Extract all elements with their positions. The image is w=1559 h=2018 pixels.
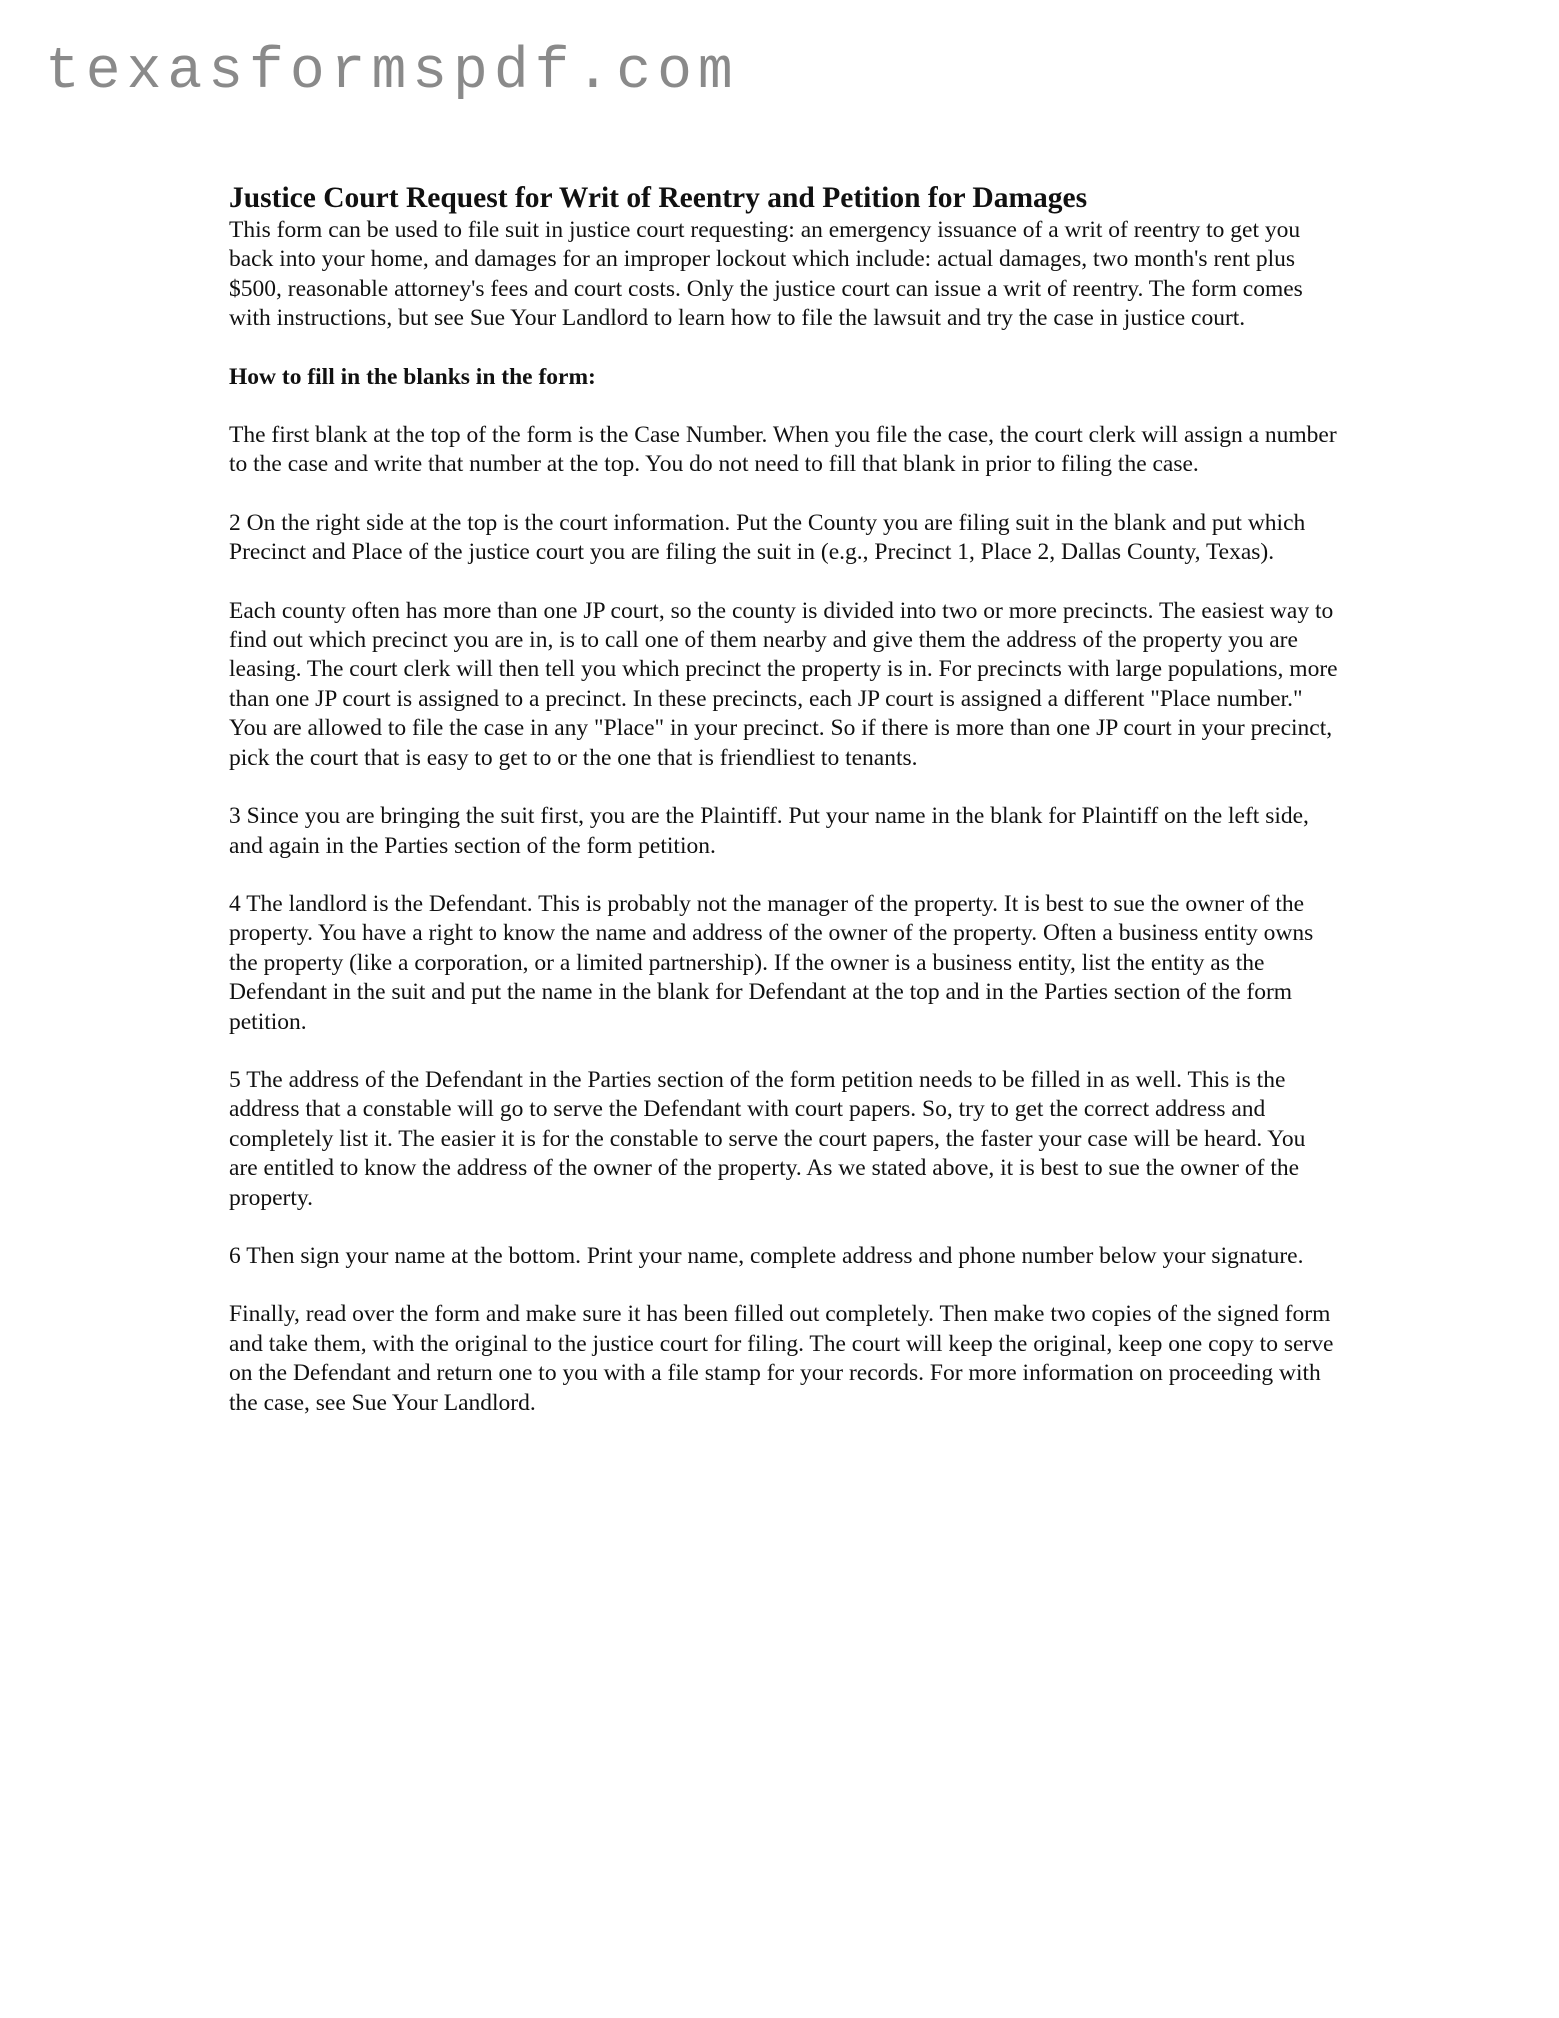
instruction-paragraph-defendant-address: 5 The address of the Defendant in the Parties section of the form petition needs to be filled in as well. This is the address that a constable will go to serve the Defendant with court papers. So, try to get the correct address and completely list it. The easier it is for the constable to serve the court papers, the faster your case will be heard. You are entitled to know the address of the owner of the property. As we stated above, it is best to sue the owner of the property. xyxy=(229,1066,1306,1211)
instruction-paragraph-plaintiff: 3 Since you are bringing the suit first, you are the Plaintiff. Put your name in the blank for Plaintiff on the left side, and again in the Parties section of the form petition. xyxy=(229,803,1309,859)
document-body xyxy=(229,180,1339,1447)
instruction-paragraph-defendant: 4 The landlord is the Defendant. This is probably not the manager of the property. It is best to sue the owner of the property. You have a right to know the name and address of the owner of the property. Often a business entity owns the property (like a corporation, or a limited partnership). If the owner is a business entity, list the entity as the Defendant in the suit and put the name in the blank for Defendant at the top and in the Parties section of the form petition. xyxy=(229,890,1314,1035)
instruction-paragraph-case-number: The first blank at the top of the form is the Case Number. When you file the case, the court clerk will assign a number to the case and write that number at the top. You do not need to fill that blank in prior to filing the case. xyxy=(229,422,1337,478)
instruction-paragraph-finally: Finally, read over the form and make sure it has been filled out completely. Then make two copies of the signed form and take them, with the original to the justice court for filing. The court will keep the original, keep one copy to serve on the Defendant and return one to you with a file stamp for your records. For more information on proceeding with the case, see Sue Your Landlord. xyxy=(229,1301,1334,1416)
instruction-paragraph-court-info: 2 On the right side at the top is the court information. Put the County you are filing suit in the blank and put which Precinct and Place of the justice court you are filing the suit in (e.g., Precinct 1, Place 2, Dallas County, Texas). xyxy=(229,509,1306,566)
instructions-heading: How to fill in the blanks in the form: xyxy=(229,363,596,390)
document-title: Justice Court Request for Writ of Reentry and Petition for Damages xyxy=(229,182,1088,214)
instruction-paragraph-precincts: Each county often has more than one JP court, so the county is divided into two or more precincts. The easiest way to find out which precinct you are in, is to call one of them nearby and give them the address of the property you are leasing. The court clerk will then tell you which precinct the property is in. For precincts with large populations, more than one JP court is assigned to a precinct. In these precincts, each JP court is assigned a different "Place number." You are allowed to file the case in any "Place" in your precinct. So if there is more than one JP court in your precinct, pick the court that is easy to get to or the one that is friendliest to tenants. xyxy=(229,597,1338,771)
intro-paragraph: This form can be used to file suit in justice court requesting: an emergency issuance of a writ of reentry to get you back into your home, and damages for an improper lockout which include: actual damages, two month's rent plus $500, reasonable attorney's fees and court costs. Only the justice court can issue a writ of reentry. The form comes with instructions, but see Sue Your Landlord to learn how to file the lawsuit and try the case in justice court. xyxy=(229,217,1303,332)
site-watermark: texasformspdf.com xyxy=(45,40,739,105)
instruction-paragraph-signature: 6 Then sign your name at the bottom. Print your name, complete address and phone number below your signature. xyxy=(229,1242,1304,1269)
